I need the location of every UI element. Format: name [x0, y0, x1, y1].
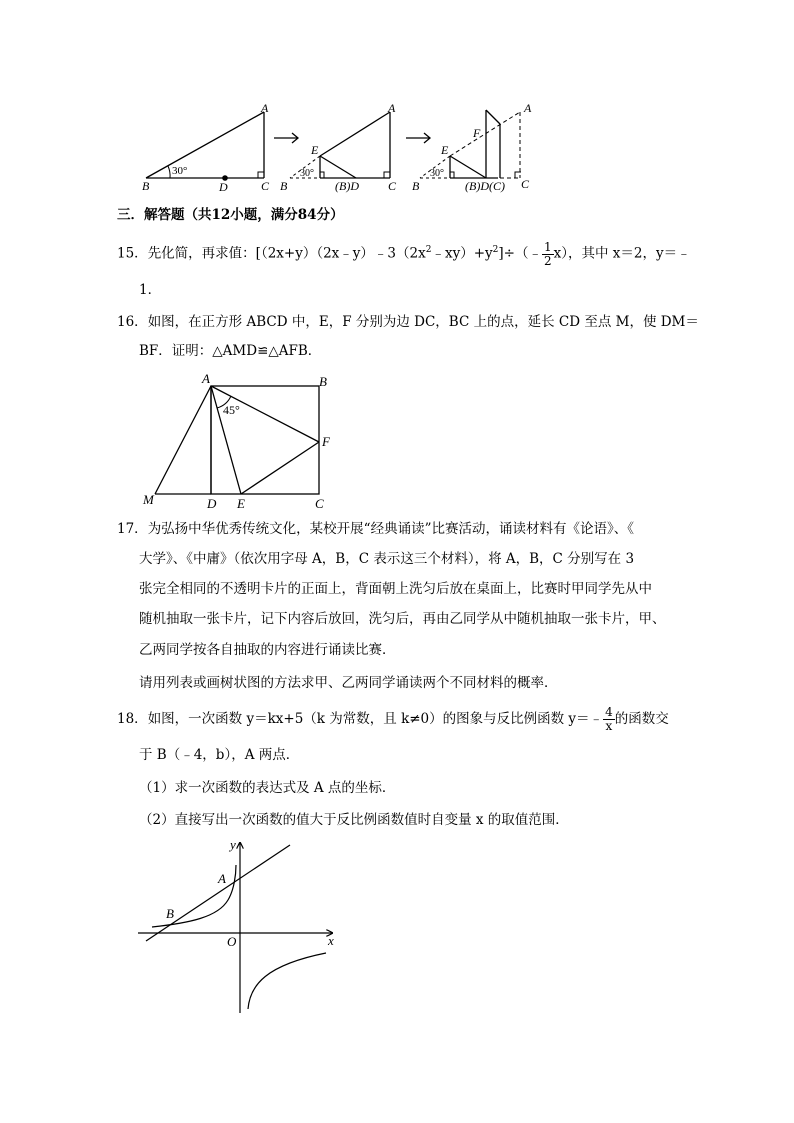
p3-label-F: F — [473, 126, 481, 140]
hyperbola-branch-right — [248, 953, 326, 1009]
question-17-line6: 请用列表或画树状图的方法求甲、乙两同学诵读两个不同材料的概率． — [139, 675, 558, 691]
point-label-A: A — [218, 871, 226, 886]
q16-label-F: F — [322, 434, 330, 449]
q18-frac-num: 4 — [605, 705, 613, 719]
question-15-line2: 1． — [139, 282, 162, 298]
q18-text-b: 的函数交 — [614, 711, 669, 727]
q15-text-c: ]÷（﹣ — [498, 245, 542, 262]
q15-fraction — [542, 241, 554, 268]
p2-label-C: C — [388, 179, 397, 193]
p2-label-A: A — [388, 101, 396, 115]
q15-text-b: ﹣xy）+y — [431, 245, 493, 262]
question-17-line3: 张完全相同的不透明卡片的正面上，背面朝上洗匀后放在桌面上，比赛时甲同学先从中 — [139, 581, 652, 597]
q18-frac-den: x — [605, 719, 613, 733]
arrow-right-icon — [406, 133, 430, 143]
arrow-right-icon — [274, 133, 298, 143]
p3-label-B: B — [412, 179, 420, 193]
panel-1 — [146, 112, 264, 178]
question-17-line2: 大学》、《中庸》（依次用字母 A，B，C 表示这三个材料），将 A，B，C 分别写在 3 — [139, 551, 635, 567]
p1-label-A: A — [261, 101, 269, 115]
q17-text-1: 为弘扬中华优秀传统文化，某校开展“经典诵读”比赛活动，诵读材料有《论语》、《 — [147, 521, 634, 537]
p3-label-E: E — [441, 143, 449, 157]
axis-label-y: y — [230, 837, 236, 852]
q16-text-1: 如图，在正方形 ABCD 中，E，F 分别为边 DC，BC 上的点，延长 CD 至点 M，使 DM＝ — [147, 314, 699, 330]
question-18-line2: 于 B（﹣4，b），A 两点． — [139, 747, 300, 763]
linear-function-line — [146, 845, 290, 941]
question-18-sub2: （2）直接写出一次函数的值大于反比例函数值时自变量 x 的取值范围． — [139, 812, 569, 828]
square-figure-q16 — [135, 366, 345, 512]
q15-frac-den: 2 — [543, 253, 552, 268]
q15-sup-a: 2 — [425, 245, 432, 255]
p1-angle: 30° — [172, 165, 188, 177]
q16-label-C: C — [315, 496, 324, 511]
q16-label-A: A — [202, 371, 210, 386]
p3-label-A: A — [524, 101, 532, 115]
p2-angle: 30° — [300, 168, 314, 179]
q18-number: 18． — [117, 711, 148, 727]
q15-number: 15． — [117, 245, 148, 262]
q16-label-B: B — [319, 374, 327, 389]
question-17-line4: 随机抽取一张卡片，记下内容后放回，洗匀后，再由乙同学从中随机抽取一张卡片，甲、 — [139, 611, 666, 627]
q16-label-E: E — [237, 496, 245, 511]
section-heading: 三．解答题（共12小题，满分84分） — [117, 207, 344, 223]
q16-label-M: M — [143, 492, 154, 507]
q16-label-D: D — [207, 496, 217, 511]
q15-text-a: 先化简，再求值：[（2x+y）（2x﹣y）﹣3（2x — [147, 245, 426, 262]
question-17-line5: 乙两同学按各自抽取的内容进行诵读比赛． — [139, 642, 396, 658]
p3-angle: 30° — [430, 168, 444, 179]
p2-label-B: B — [280, 179, 288, 193]
question-18-sub1: （1）求一次函数的表达式及 A 点的坐标． — [139, 780, 396, 796]
q15-sup-b: 2 — [492, 245, 499, 255]
q16-angle: 45° — [223, 403, 240, 417]
p1-label-C: C — [261, 179, 270, 193]
origin-label: O — [227, 934, 237, 949]
question-16-line2: BF．证明：△AMD≌△AFB． — [139, 343, 322, 359]
p3-label-BDC: (B)D(C) — [465, 179, 505, 193]
question-15-line1 — [117, 240, 691, 268]
q18-text-a: 如图，一次函数 y＝kx+5（k 为常数，且 k≠0）的图象与反比例函数 y＝﹣ — [147, 711, 604, 727]
question-16-line1 — [117, 312, 699, 332]
p2-label-E: E — [311, 143, 319, 157]
q15-text-d: x），其中 x＝2，y＝﹣ — [553, 245, 691, 262]
q15-frac-num: 1 — [543, 239, 552, 254]
p1-label-B: B — [142, 179, 150, 193]
axis-label-x: x — [328, 933, 334, 948]
fold-figure-q14 — [130, 98, 550, 194]
question-17-line1 — [117, 519, 634, 539]
function-graph-q18 — [130, 835, 350, 1020]
p2-label-BD: (B)D — [335, 179, 359, 193]
q16-number: 16． — [117, 314, 148, 330]
question-18-line1 — [117, 706, 669, 733]
p3-label-C: C — [521, 177, 530, 191]
q18-fraction — [603, 706, 615, 733]
point-label-B: B — [166, 906, 174, 921]
p1-label-D: D — [219, 180, 228, 194]
q17-number: 17． — [117, 521, 148, 537]
